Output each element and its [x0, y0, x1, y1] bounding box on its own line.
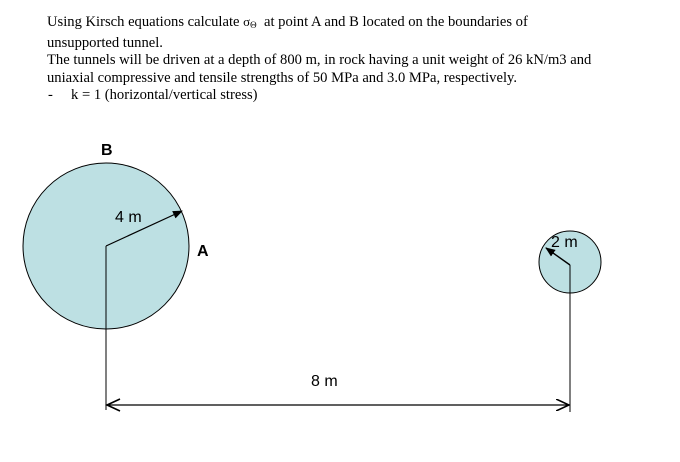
small-tunnel [539, 231, 601, 412]
line-1-text-continued: at point A and B located on the boundaries of [256, 14, 528, 30]
problem-line-3: The tunnels will be driven at a depth of 800 m, in rock having a unit weight of 26 kN/m3 and [47, 52, 592, 69]
theta-subscript: Θ [250, 20, 257, 30]
spacing-label: 8 m [311, 373, 338, 390]
point-b-label: B [101, 142, 113, 159]
spacing-dimension [107, 373, 569, 411]
sigma-glyph: σ [243, 14, 251, 29]
line-1-text: Using Kirsch equations calculate [47, 14, 244, 30]
problem-line-2: unsupported tunnel. [47, 34, 163, 51]
bullet-text: k = 1 (horizontal/vertical stress) [71, 87, 258, 104]
problem-line-4: uniaxial compressive and tensile strengths of 50 MPa and 3.0 MPa, respectively. [47, 69, 518, 86]
bullet-dash: - [48, 87, 53, 104]
large-radius-label: 4 m [115, 209, 142, 226]
large-tunnel [23, 142, 209, 410]
small-radius-label: 2 m [551, 234, 578, 251]
point-a-label: A [197, 243, 209, 260]
